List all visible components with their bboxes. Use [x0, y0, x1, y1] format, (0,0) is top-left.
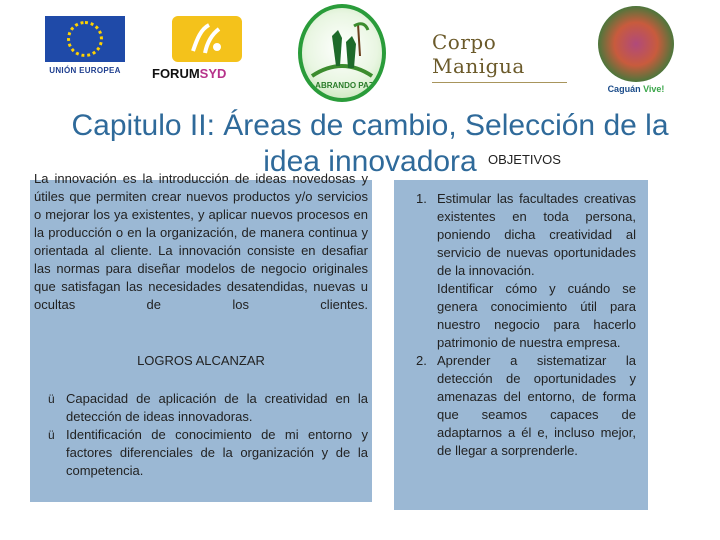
list-item: ü Capacidad de aplicación de la creatividad en la detección de ideas innovadoras. — [48, 391, 368, 424]
labrando-paz-logo — [298, 4, 388, 104]
people-circle-icon — [598, 6, 674, 82]
caguan-vive-logo — [584, 6, 688, 98]
logros-list — [38, 390, 368, 480]
eu-flag-icon — [45, 16, 125, 62]
objetivos-list — [410, 190, 636, 460]
list-item: ü Identificación de conocimiento de mi entorno y factores diferenciales de la organización y de la competencia. — [48, 427, 368, 478]
check-icon: ü — [48, 392, 55, 406]
corpomanigua-logo — [432, 30, 582, 90]
corpomanigua-underline — [432, 82, 567, 85]
caguan-caption: Caguán Vive! — [607, 84, 665, 94]
corpomanigua-name: Corpo Manigua — [432, 30, 525, 78]
logros-heading: LOGROS ALCANZAR — [137, 353, 265, 368]
eu-logo — [40, 16, 130, 84]
eu-caption: UNIÓN EUROPEA — [49, 66, 121, 75]
check-icon: ü — [48, 428, 55, 442]
list-number: 1. — [416, 191, 427, 206]
farmers-emblem-icon: LABRANDO PAZ — [298, 4, 386, 102]
forumsyd-logo — [152, 16, 272, 84]
list-number: 2. — [416, 353, 427, 368]
innovation-definition — [34, 170, 368, 342]
forumsyd-caption: FORUMSYD — [152, 66, 227, 81]
slide-title: Capitulo II: Áreas de cambio, Selección de la idea innovadora — [71, 109, 669, 178]
forumsyd-mark-icon — [172, 16, 242, 62]
innovation-definition-text: La innovación es la introducción de ideas novedosas y útiles que permiten crear nuevos productos y/o servicios o mejorar los ya existentes, y aplicar nuevos procesos en la producción o en la organización, de manera continua y orientada al cliente. La innovación consiste en desafiar las normas para diseñar modelos de negocio originales que satisfagan las necesidades desatendidas, nuevas u ocultas de los clientes. — [34, 171, 368, 312]
objetivos-heading: OBJETIVOS — [488, 152, 561, 167]
list-item: 2. Aprender a sistematizar la detección de oportunidades y amenazas del entorno, de forma que seamos capaces de adaptarnos a él e, incluso mejor, de llegar a sorprenderle. — [416, 353, 636, 458]
list-item: 1. Estimular las facultades creativas existentes en toda persona, poniendo dicha creatividad al servicio de nuevas oportunidades de la innovación. Identificar cómo y cuándo se genera conocimiento útil para nuestro negocio para hacerlo patrimonio de nuestra empresa. — [416, 191, 636, 350]
